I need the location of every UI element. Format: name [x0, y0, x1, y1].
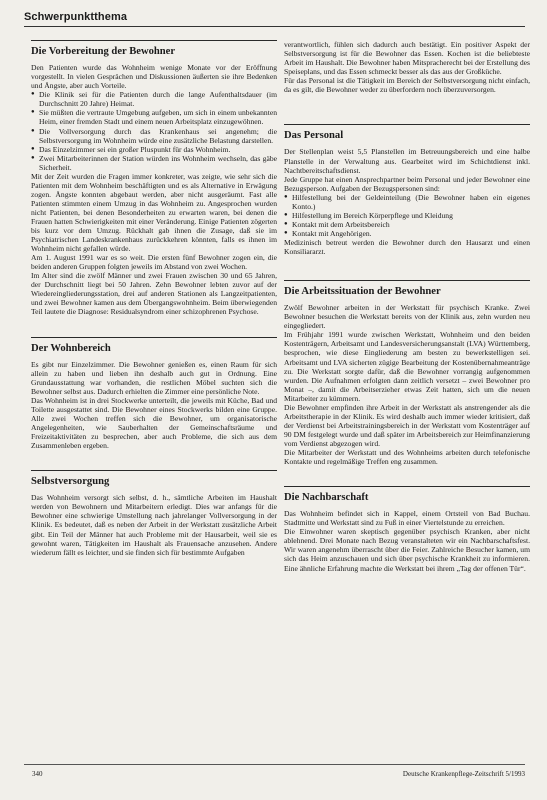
paragraph: Der Stellenplan weist 5,5 Planstellen im Betreuungsbereich und eine halbe Planstelle in der Verwaltung aus. Gearbeitet wird im Schichtdienst inkl. Nachtbereitschaftsdienst. [284, 147, 530, 175]
paragraph: Die Bewohner empfinden ihre Arbeit in der Werkstatt als anstrengender als die Arbeitstherapie in der Klinik. Es wird deshalb auch immer wieder kritisiert, daß der Verdienst bei Arbeitstrainingsbereich in der Werkstatt vom Kostenträger auf 90 DM festgelegt wurde und daß später im Arbeitsbereich zur Heimfinanzierung vom Verdienst abgezogen wird. [284, 402, 530, 448]
section-vorbereitung [31, 40, 277, 317]
paragraph: verantwortlich, fühlen sich dadurch auch bestätigt. Ein positiver Aspekt der Selbstversorgung ist für die Bewohner das Essen. Kochen ist die beliebteste Arbeit im Haushalt. Die Bewohner haben Mitspracherecht bei der Erstellung des Speiseplans, und das Essen schmeckt besser als das aus der Großküche. [284, 40, 530, 77]
list-item: ● Zwei Mitarbeiterinnen der Station würden ins Wohnheim wechseln, das gäbe Sicherheit. [31, 154, 277, 172]
list-item: ● Sie müßten die vertraute Umgebung aufgeben, um sich in einem unbekannten Heim, einer fremden Stadt und einem neuen Arbeitsplatz einzugewöhnen. [31, 108, 277, 126]
paragraph: Es gibt nur Einzelzimmer. Die Bewohner genießen es, einen Raum für sich allein zu haben und lieben ihn deshalb auch gut in Ordnung. Eine Grundausstattung war vorhanden, die restlichen Möbel suchten sich die Bewohner selbst aus. Dadurch erhielten die Zimmer eine persönliche Note. [31, 359, 277, 396]
paragraph: Für das Personal ist die Tätigkeit im Bereich der Selbstversorgung nicht einfach, da es gilt, die Bewohner weder zu überfordern noch überzuversorgen. [284, 76, 530, 95]
section-heading: Die Nachbarschaft [284, 492, 369, 504]
list-item: ● Hilfestellung bei der Geldeinteilung (Die Bewohner haben ein eigenes Konto.) [284, 193, 530, 211]
paragraph: Das Wohnheim ist in drei Stockwerke unterteilt, die jeweils mit Küche, Bad und Toilette ausgestattet sind. Die Bewohner eines Stockwerks bilden eine Gruppe. Alle zwei Wochen treffen sich die Bewohner, um organisatorische Angelegenheiten, wie Sauberhalten der Gemeinschaftsräume und Freizeitaktivitäten zu besprechen, aber auch Probleme, die sich aus dem Zusammenleben ergeben. [31, 395, 277, 451]
left-column [31, 40, 277, 557]
section-rule [31, 337, 277, 338]
list-item: ● Die Klinik sei für die Patienten durch die lange Aufenthaltsdauer (im Durchschnitt 20 Jahre) Heimat. [31, 90, 277, 108]
section-selbstversorgung-continued [284, 40, 530, 94]
section-selbstversorgung [31, 470, 277, 557]
list-item: ● Kontakt mit dem Arbeitsbereich [284, 220, 530, 229]
section-rule [31, 470, 277, 471]
list-item: ● Kontakt mit Angehörigen. [284, 229, 530, 238]
paragraph: Mit der Zeit wurden die Fragen immer konkreter, was zeigte, wie sehr sich die Patienten mit dem Wohnheim beschäftigten und es als Alternative in Erwägung zogen. Ängste konnten abgebaut werden, aber nicht ausgeräumt. Fast alle Patienten stimmten einem Umzug in das Wohnheim zu. Angesprochen wurden nicht Patienten, bei denen Besonderheiten zu erwarten waren, bei denen die Frauen hatten Schwierigkeiten mit einer Veränderung. Einige Patienten zögerten bis kurz vor dem Umzug. Rückhalt gab ihnen die Zusage, daß sie im Psychiatrischen Landeskrankenhaus zurückkehren könnten, falls es ihnen im Wohnheim nicht gefallen würde. [31, 171, 277, 254]
journal-citation: Deutsche Krankenpflege-Zeitschrift 5/1993 [402, 770, 525, 778]
paragraph: Den Patienten wurde das Wohnheim wenige Monate vor der Eröffnung vorgestellt. In vielen Gesprächen und Diskussionen äußerten sie ihre Bedenken und Ängste, aber auch Vorteile. [31, 63, 277, 91]
paragraph: Am 1. August 1991 war es so weit. Die ersten fünf Bewohner zogen ein, die beiden anderen Gruppen folgten jeweils im Abstand von zwei Wochen. [31, 253, 277, 272]
section-nachbarschaft [284, 486, 530, 573]
list-item: ● Das Einzelzimmer sei ein großer Pluspunkt für das Wohnheim. [31, 145, 277, 154]
paragraph: Zwölf Bewohner arbeiten in der Werkstatt für psychisch Kranke. Zwei Bewohner besuchen die Werkstatt bereits von der Klinik aus, zehn wurden neu eingegliedert. [284, 303, 530, 331]
section-heading: Der Wohnbereich [31, 342, 111, 354]
paragraph: Das Wohnheim befindet sich in Kappel, einem Ortsteil von Bad Buchau. Stadtmitte und Werkstatt sind zu Fuß in einer Viertelstunde zu erreichen. [284, 509, 530, 528]
right-column [284, 40, 530, 573]
section-heading: Die Vorbereitung der Bewohner [31, 46, 176, 58]
section-personal [284, 124, 530, 256]
paragraph: Die Mitarbeiter der Werkstatt und des Wohnheims arbeiten durch telefonische Kontakte und regelmäßige Treffen eng zusammen. [284, 447, 530, 467]
list-item: ● Hilfestellung im Bereich Körperpflege und Kleidung [284, 211, 530, 220]
section-heading: Das Personal [284, 130, 344, 142]
bullet-list [31, 90, 277, 171]
page-number: 340 [32, 770, 43, 778]
section-heading: Die Arbeitssituation der Bewohner [284, 286, 441, 298]
paragraph: Das Wohnheim versorgt sich selbst, d. h., sämtliche Arbeiten im Haushalt werden von Bewohnern und Mitarbeitern erledigt. Dies war anfangs für die Bewohner eine schwierige Umstellung nach jahrelanger Vollversorgung in der Klinik. Es bedeutet, daß es neben der Arbeit in der Werkstatt zusätzliche Arbeit gibt. Ein Teil der Männer hat auch Probleme mit der Hausarbeit, weil sie es gewohnt waren, Tätigkeiten im Haushalt als Frauensache anzusehen. Andere wiederum fällt es leichter, und sie finden sich für bestimmte Aufgaben [31, 493, 277, 557]
page-header [24, 6, 525, 27]
section-rule [31, 40, 277, 41]
bullet-list [284, 193, 530, 238]
section-rule [284, 124, 530, 125]
section-heading: Selbstversorgung [31, 476, 110, 488]
section-rule [284, 280, 530, 281]
page-footer [24, 764, 525, 778]
paragraph: Die Einwohner waren skeptisch gegenüber psychisch Kranken, aber nicht ablehnend. Drei Monate nach Bezug veranstalteten wir ein Nachbarschaftsfest. Wir waren angenehm überrascht über die Feier. Zahlreiche Besucher kamen, um sich das Heim anzuschauen und sich über psychische Krankheit zu informieren. Eine ähnliche Erfahrung machte die Werkstatt bei ihrem „Tag der offenen Tür“. [284, 527, 530, 573]
section-title: Schwerpunktthema [24, 11, 128, 23]
paragraph: Im Alter sind die zwölf Männer und zwei Frauen zwischen 30 und 65 Jahren, der Durchschnitt liegt bei 50 Jahren. Zehn Bewohner lebten zuvor auf der Wiedereingliederungsstation, drei auf anderen Stationen als Langzeitpatienten, und zwei Bewohner kamen aus dem Übergangswohnheim. Beim überwiegenden Teil lautete die Diagnose: Residualsyndrom einer schizophrenen Psychose. [31, 271, 277, 317]
paragraph: Jede Gruppe hat einen Ansprechpartner beim Personal und jeder Bewohner eine Bezugsperson. Aufgaben der Bezugspersonen sind: [284, 174, 530, 193]
section-rule [284, 486, 530, 487]
paragraph: Im Frühjahr 1991 wurde zwischen Werkstatt, Wohnheim und den beiden Kostenträgern, Arbeitsamt und Landesversicherungsanstalt (LVA) Württemberg, besprochen, wie diese Eingliederung am besten zu bewerkstelligen sei. Arbeitsamt und LVA sicherten zügige Bearbeitung der Kostenübernahmeanträge zu. Die Werkstatt sorgte dafür, daß die Bewohner vorrangig aufgenommen wurden. Die Aufnahmen erfolgten dann zeitlich versetzt – zwei Bewohner pro Monat –, damit die Arbeitserzieher etwas Zeit hatten, sich um die neuen Mitarbeiter zu kümmern. [284, 330, 530, 403]
paragraph: Medizinisch betreut werden die Bewohner durch den Hausarzt und einen Konsiliararzt. [284, 237, 530, 256]
section-arbeitssituation [284, 280, 530, 466]
section-wohnbereich [31, 337, 277, 451]
list-item: ● Die Vollversorgung durch das Krankenhaus sei angenehm; die Selbstversorgung im Wohnheim würde eine zusätzliche Belastung darstellen. [31, 127, 277, 145]
